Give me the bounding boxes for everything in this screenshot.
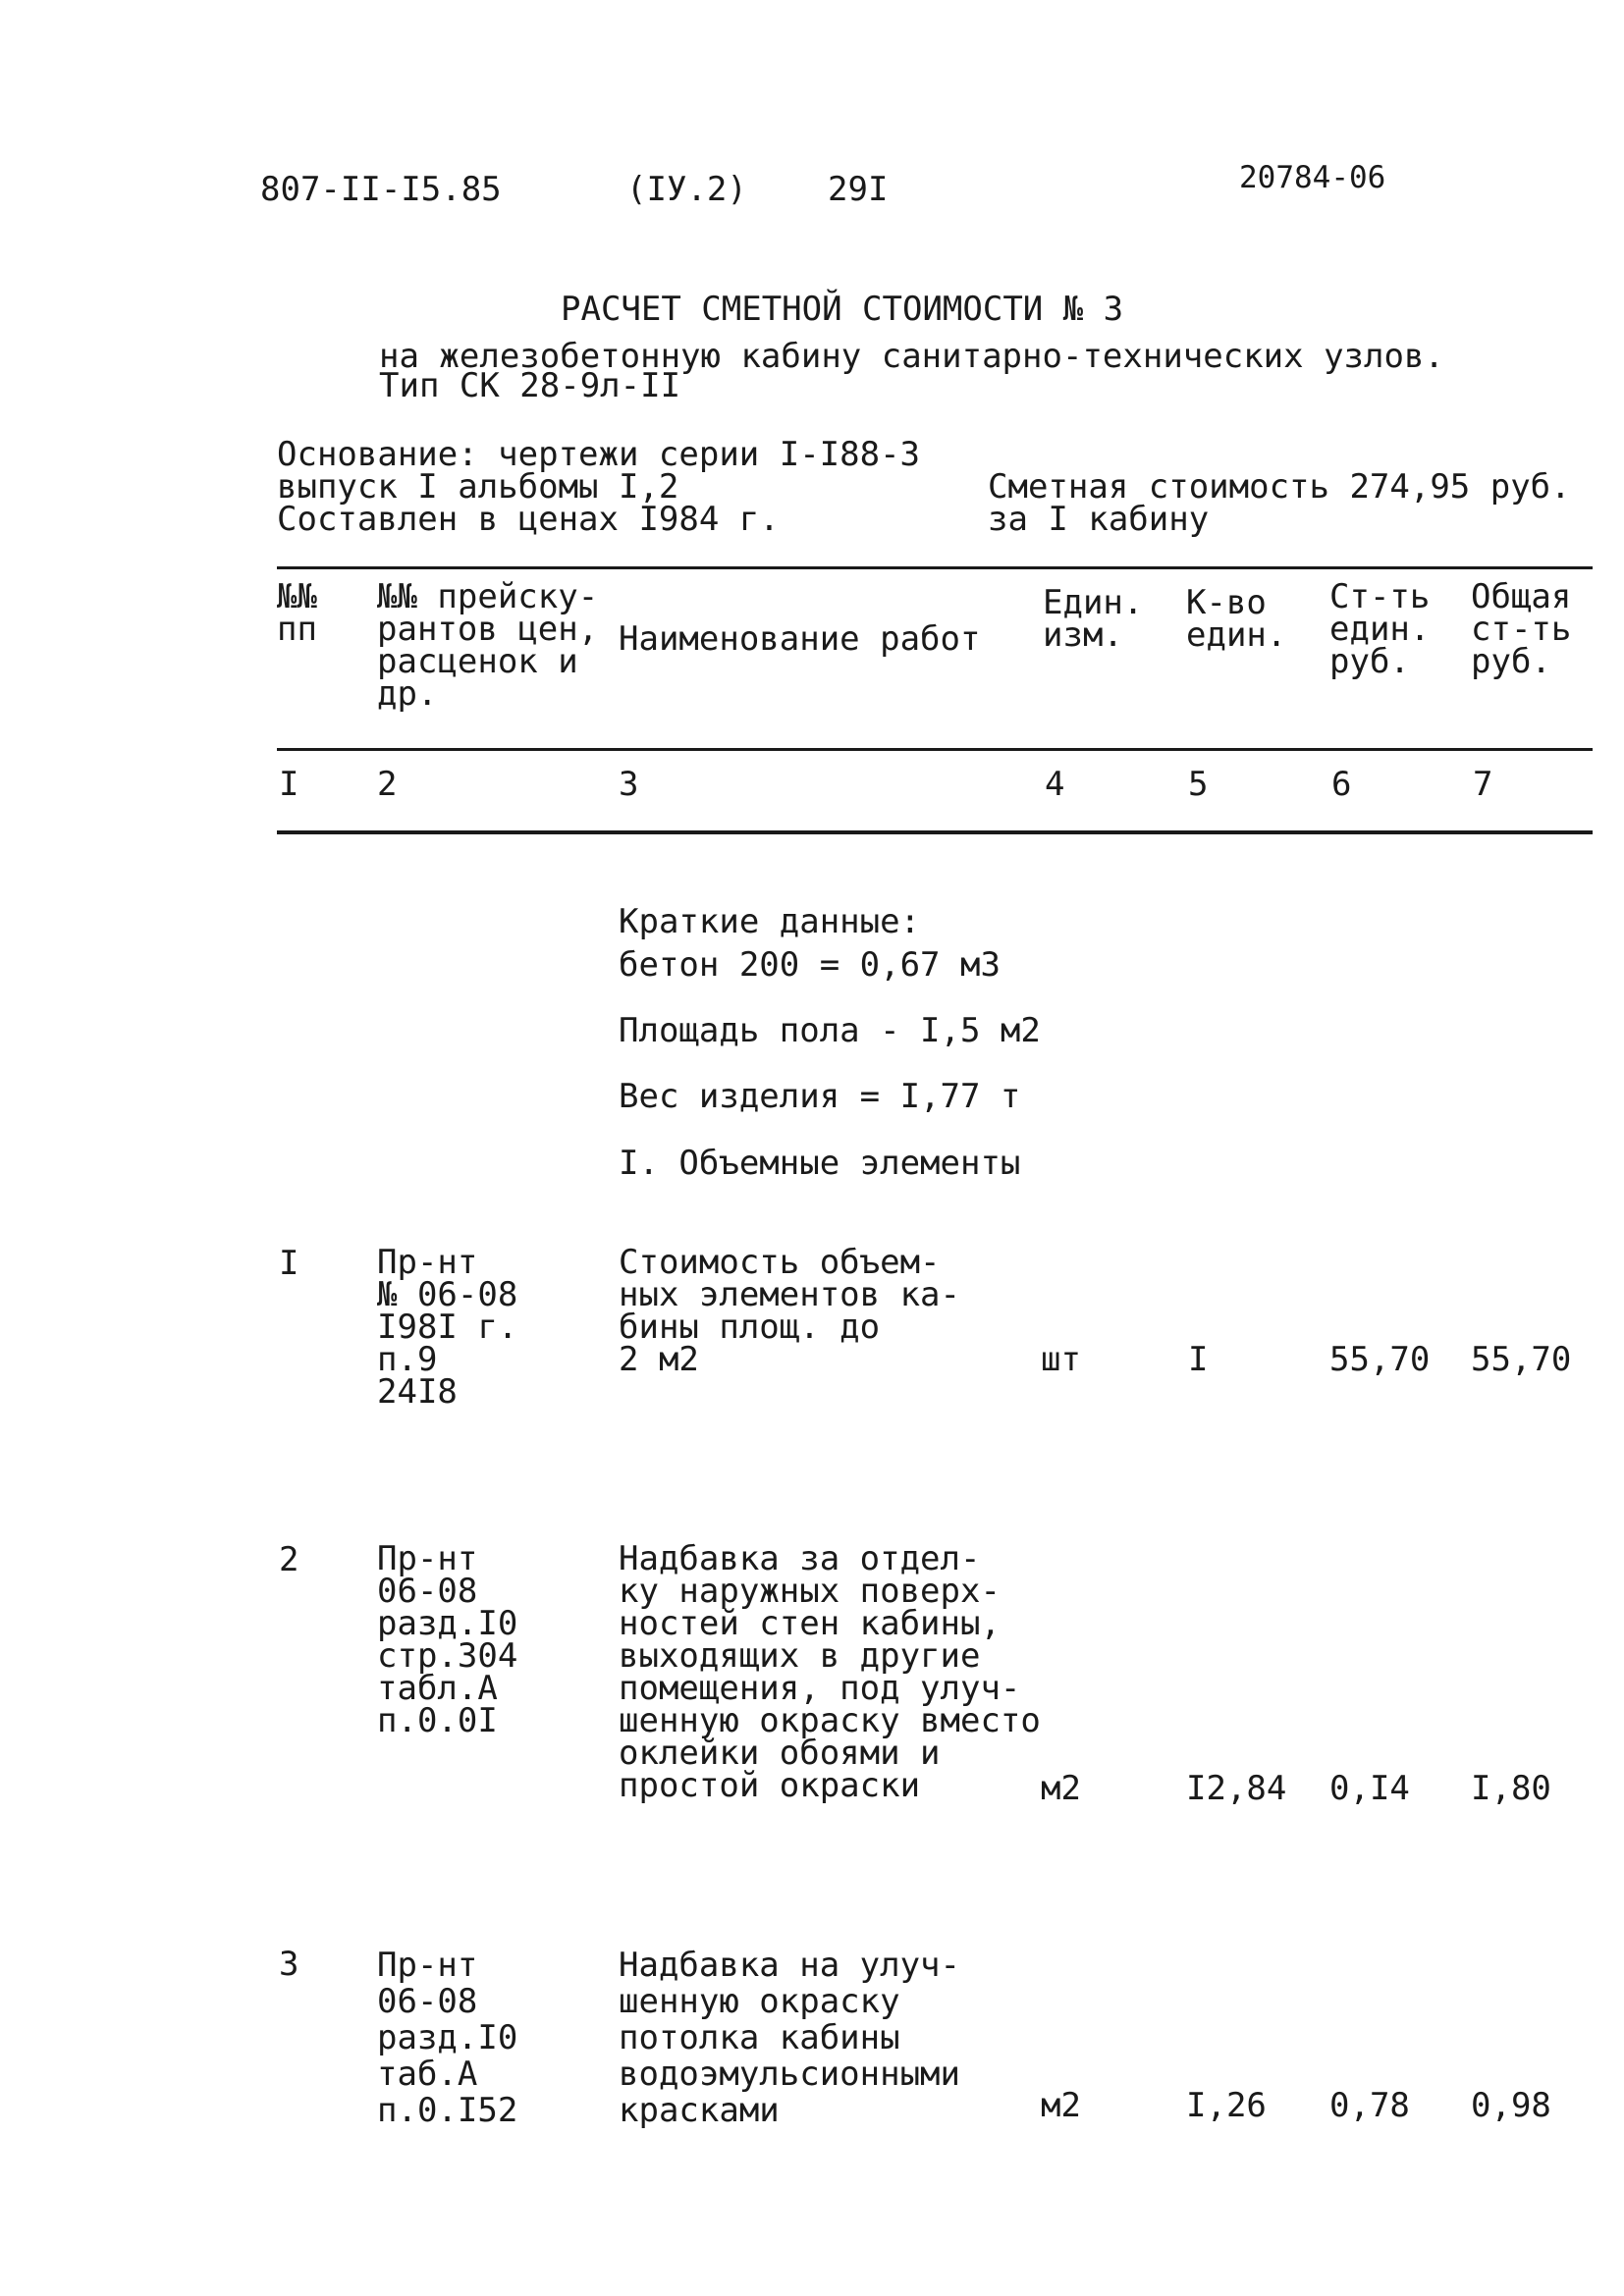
summary-floor-area: Площадь пола - I,5 м2 xyxy=(619,1011,1041,1050)
col-header-number: №№ пп xyxy=(277,577,317,649)
stamp-number: 20784-06 xyxy=(1239,160,1386,195)
row-unit-cost: 0,I4 xyxy=(1329,1769,1410,1808)
row-total-cost: 0,98 xyxy=(1471,2086,1551,2125)
volume-number: (IУ.2) xyxy=(626,170,747,209)
col-header-work-name: Наименование работ xyxy=(619,619,981,659)
row-unit: шт xyxy=(1041,1340,1081,1379)
row-total-cost: 55,70 xyxy=(1471,1340,1572,1379)
row-work-name: Надбавка за отдел- ку наружных поверх- ностей стен кабины, выходящих в другие помещения, под улуч- шенную окраску вместо оклейки обоями и простой окраски xyxy=(619,1539,1041,1805)
col-header-unit-cost: Ст-ть един. руб. xyxy=(1329,577,1431,681)
row-unit: м2 xyxy=(1041,2086,1081,2125)
section-title: I. Объемные элементы xyxy=(619,1144,1021,1183)
row-price-reference: Пр-нт 06-08 разд.I0 таб.А п.0.I52 xyxy=(377,1946,518,2130)
col-number-7: 7 xyxy=(1473,765,1493,804)
row-number: 2 xyxy=(279,1540,299,1579)
document-code: 807-II-I5.85 xyxy=(260,170,502,209)
row-quantity: I xyxy=(1188,1340,1209,1379)
basis-prices: Составлен в ценах I984 г. xyxy=(277,500,780,539)
row-unit-cost: 55,70 xyxy=(1329,1340,1431,1379)
row-unit-cost: 0,78 xyxy=(1329,2086,1410,2125)
row-work-name: Стоимость объем- ных элементов ка- бины площ. до 2 м2 xyxy=(619,1243,960,1379)
basis-drawings: Основание: чертежи серии I-I88-3 xyxy=(277,435,921,474)
col-number-1: I xyxy=(279,765,299,804)
summary-concrete: бетон 200 = 0,67 м3 xyxy=(619,945,1001,985)
basis-issue: выпуск I альбомы I,2 xyxy=(277,467,679,507)
estimated-cost: Сметная стоимость 274,95 руб. xyxy=(988,467,1571,507)
col-number-3: 3 xyxy=(619,765,639,804)
title-type: Тип СК 28-9л-II xyxy=(379,366,681,405)
col-header-total-cost: Общая ст-ть руб. xyxy=(1471,577,1572,681)
row-price-reference: Пр-нт № 06-08 I98I г. п.9 24I8 xyxy=(377,1243,518,1412)
row-number: 3 xyxy=(279,1945,299,1984)
col-header-price-reference: №№ прейску- рантов цен, расценок и др. xyxy=(377,577,599,714)
table-header-rule xyxy=(277,748,1593,751)
row-unit: м2 xyxy=(1041,1769,1081,1808)
col-number-2: 2 xyxy=(377,765,398,804)
row-quantity: I2,84 xyxy=(1186,1769,1287,1808)
row-number: I xyxy=(279,1244,299,1283)
summary-weight: Вес изделия = I,77 т xyxy=(619,1077,1021,1116)
row-price-reference: Пр-нт 06-08 разд.I0 стр.304 табл.А п.0.0I xyxy=(377,1539,518,1740)
row-work-name: Надбавка на улуч- шенную окраску потолка кабины водоэмульсионными красками xyxy=(619,1946,960,2130)
row-quantity: I,26 xyxy=(1186,2086,1267,2125)
col-header-quantity: К-во един. xyxy=(1186,583,1287,655)
col-number-6: 6 xyxy=(1331,765,1352,804)
col-number-5: 5 xyxy=(1188,765,1209,804)
summary-heading: Краткие данные: xyxy=(619,902,921,941)
row-total-cost: I,80 xyxy=(1471,1769,1551,1808)
table-numbers-rule xyxy=(277,830,1593,834)
col-header-unit: Един. изм. xyxy=(1043,583,1144,655)
title-main: РАСЧЕТ СМЕТНОЙ СТОИМОСТИ № 3 xyxy=(561,290,1124,329)
table-top-rule xyxy=(277,566,1593,569)
col-number-4: 4 xyxy=(1045,765,1065,804)
page-number: 29I xyxy=(828,170,889,209)
title-subject: на железобетонную кабину санитарно-технических узлов. xyxy=(379,337,1444,376)
estimated-cost-unit: за I кабину xyxy=(988,500,1210,539)
